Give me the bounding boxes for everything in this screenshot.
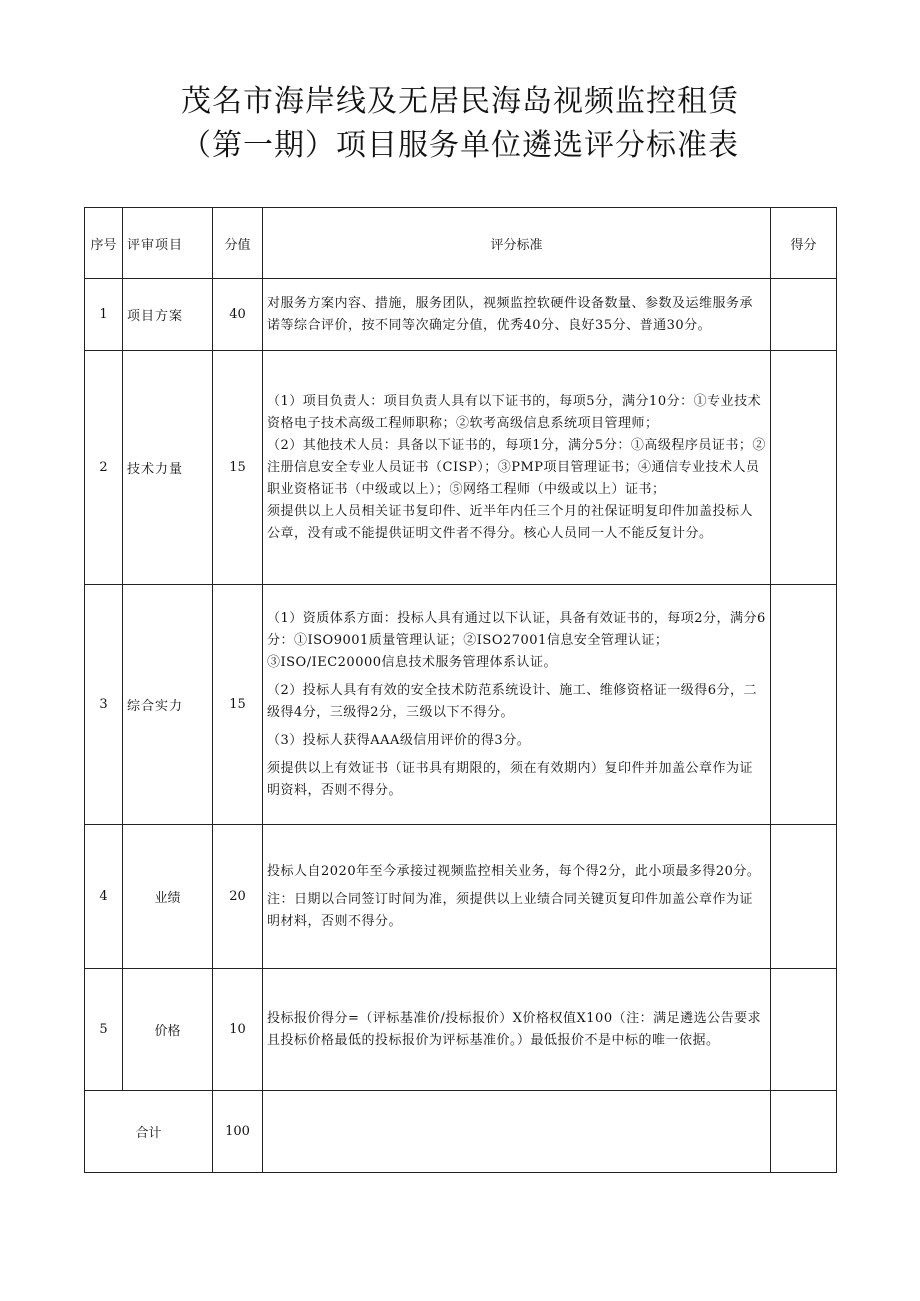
- criteria-line: 对服务方案内容、措施，服务团队，视频监控软硬件设备数量、参数及运维服务承诺等综合评价，按不同等次确定分值，优秀40分、良好35分、普通30分。: [267, 295, 754, 333]
- criteria-line: 须提供以上有效证书（证书具有期限的，须在有效期内）复印件并加盖公章作为证明资料，否则不得分。: [267, 760, 754, 798]
- title-line-1: 茂名市海岸线及无居民海岛视频监控租赁: [181, 84, 739, 119]
- row-score: 20: [213, 825, 263, 969]
- row-got[interactable]: [771, 969, 837, 1091]
- row-no: 5: [85, 969, 123, 1091]
- table-row: [85, 279, 837, 351]
- header-row: [85, 208, 837, 279]
- row-no: 3: [85, 585, 123, 825]
- row-no: 2: [85, 351, 123, 585]
- row-criteria: [263, 969, 771, 1091]
- row-no: 1: [85, 279, 123, 351]
- row-got[interactable]: [771, 279, 837, 351]
- criteria-line: （1）项目负责人：项目负责人具有以下证书的，每项5分，满分10分：①专业技术资格电子技术高级工程师职称；②软考高级信息系统项目管理师；: [267, 393, 762, 431]
- criteria-line: 投标报价得分=（评标基准价/投标报价）X价格权值X100（注：满足遴选公告要求且投标价格最低的投标报价为评标基准价。）最低报价不是中标的唯一依据。: [267, 1010, 762, 1048]
- header-score: 分值: [213, 208, 263, 279]
- header-criteria: 评分标准: [263, 208, 771, 279]
- row-criteria: [263, 279, 771, 351]
- row-criteria: [263, 825, 771, 969]
- table-row: [85, 969, 837, 1091]
- criteria-line: （3）投标人获得AAA级信用评价的得3分。: [267, 732, 531, 748]
- row-no: 4: [85, 825, 123, 969]
- criteria-line: 投标人自2020年至今承接过视频监控相关业务，每个得2分，此小项最多得20分。: [267, 863, 761, 879]
- row-score: 15: [213, 351, 263, 585]
- criteria-line: （2）其他技术人员：具备以下证书的，每项1分，满分5分：①高级程序员证书；②注册信息安全专业人员证书（CISP）；③PMP项目管理证书；④通信专业技术人员职业资格证书（中级或以上）；⑤网络工程师（中级或以上）证书；: [267, 437, 766, 497]
- header-got: 得分: [771, 208, 837, 279]
- row-got[interactable]: [771, 585, 837, 825]
- row-criteria: [263, 585, 771, 825]
- total-criteria: [263, 1091, 771, 1173]
- scoring-table: [84, 207, 837, 1173]
- row-item: 综合实力: [123, 585, 213, 825]
- total-row: [85, 1091, 837, 1173]
- row-score: 40: [213, 279, 263, 351]
- criteria-line: （2）投标人具有有效的安全技术防范系统设计、施工、维修资格证一级得6分，二级得4分，三级得2分，三级以下不得分。: [267, 682, 758, 720]
- row-got[interactable]: [771, 351, 837, 585]
- header-no: 序号: [85, 208, 123, 279]
- header-item: 评审项目: [123, 208, 213, 279]
- row-item: 价格: [123, 969, 213, 1091]
- row-item: 技术力量: [123, 351, 213, 585]
- total-score: 100: [213, 1091, 263, 1173]
- criteria-line: 须提供以上人员相关证书复印件、近半年内任三个月的社保证明复印件加盖投标人公章，没有或不能提供证明文件者不得分。核心人员同一人不能反复计分。: [267, 503, 754, 541]
- criteria-line: （1）资质体系方面：投标人具有通过以下认证，具备有效证书的，每项2分，满分6分：①ISO9001质量管理认证；②ISO27001信息安全管理认证；③ISO/IEC20000信息技术服务管理体系认证。: [267, 610, 766, 670]
- row-score: 15: [213, 585, 263, 825]
- total-label: 合计: [85, 1091, 213, 1173]
- page-title: [0, 80, 920, 168]
- row-item: 项目方案: [123, 279, 213, 351]
- table-row: [85, 825, 837, 969]
- total-got[interactable]: [771, 1091, 837, 1173]
- title-line-2: （第一期）项目服务单位遴选评分标准表: [181, 128, 739, 163]
- row-got[interactable]: [771, 825, 837, 969]
- criteria-line: 注：日期以合同签订时间为准，须提供以上业绩合同关键页复印件加盖公章作为证明材料，否则不得分。: [267, 891, 754, 929]
- row-item: 业绩: [123, 825, 213, 969]
- table-row: [85, 585, 837, 825]
- row-criteria: [263, 351, 771, 585]
- table-row: [85, 351, 837, 585]
- row-score: 10: [213, 969, 263, 1091]
